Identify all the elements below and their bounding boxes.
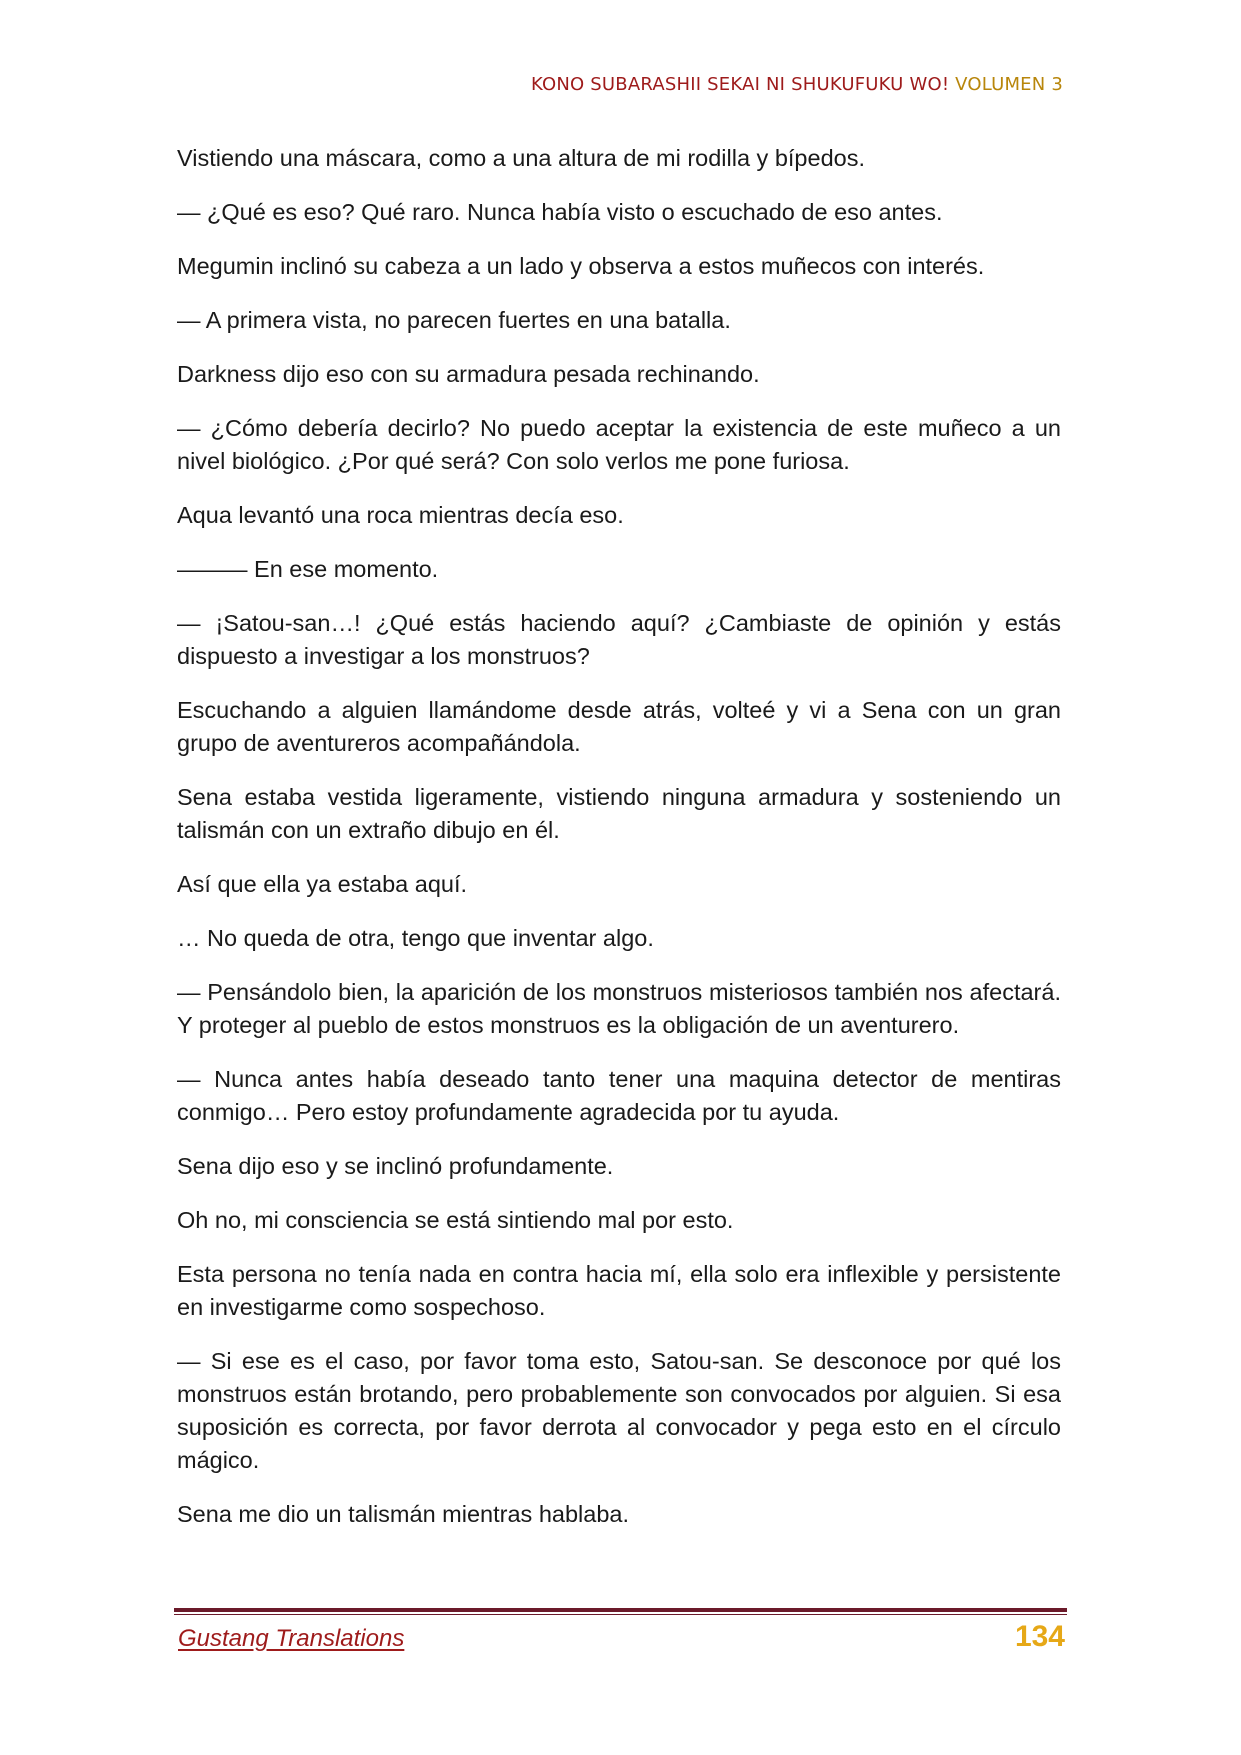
paragraph: Sena me dio un talismán mientras hablaba. <box>177 1501 629 1527</box>
header-volume-label: VOLUMEN 3 <box>955 74 1063 95</box>
page-body <box>177 142 1061 1552</box>
footer-divider-thick <box>174 1608 1067 1612</box>
paragraph: Aqua levantó una roca mientras decía eso. <box>177 502 624 528</box>
paragraph: — ¡Satou-san…! ¿Qué estás haciendo aquí? ¿Cambiaste de opinión y estás dispuesto a investigar a los monstruos? <box>177 610 1061 669</box>
paragraph: Sena estaba vestida ligeramente, vistiendo ninguna armadura y sosteniendo un talismán con un extraño dibujo en él. <box>177 784 1061 843</box>
footer-divider <box>174 1608 1067 1617</box>
header-series-title: KONO SUBARASHII SEKAI NI SHUKUFUKU WO! <box>530 74 950 95</box>
paragraph: — ¿Cómo debería decirlo? No puedo aceptar la existencia de este muñeco a un nivel biológico. ¿Por qué será? Con solo verlos me pone furiosa. <box>177 415 1061 474</box>
page-number: 134 <box>1014 1620 1065 1653</box>
paragraph: — Nunca antes había deseado tanto tener una maquina detector de mentiras conmigo… Pero estoy profundamente agradecida por tu ayuda. <box>177 1066 1061 1125</box>
footer-divider-thin <box>174 1614 1067 1615</box>
running-header <box>531 74 1063 95</box>
footer-credit: Gustang Translations <box>178 1625 405 1652</box>
paragraph: Darkness dijo eso con su armadura pesada rechinando. <box>177 361 760 387</box>
paragraph: — Si ese es el caso, por favor toma esto, Satou-san. Se desconoce por qué los monstruos están brotando, pero probablemente son convocados por alguien. Si esa suposición es correcta, por favor derrota al convocador y pega esto en el círculo mágico. <box>177 1348 1061 1473</box>
paragraph: Escuchando a alguien llamándome desde atrás, volteé y vi a Sena con un gran grupo de aventureros acompañándola. <box>177 697 1061 756</box>
paragraph: ——— En ese momento. <box>177 556 439 582</box>
paragraph: — ¿Qué es eso? Qué raro. Nunca había visto o escuchado de eso antes. <box>177 199 943 225</box>
paragraph: Megumin inclinó su cabeza a un lado y observa a estos muñecos con interés. <box>177 253 985 279</box>
paragraph: Vistiendo una máscara, como a una altura de mi rodilla y bípedos. <box>177 145 865 171</box>
paragraph: … No queda de otra, tengo que inventar algo. <box>177 925 654 951</box>
paragraph: — A primera vista, no parecen fuertes en una batalla. <box>177 307 731 333</box>
paragraph: Esta persona no tenía nada en contra hacia mí, ella solo era inflexible y persistente en investigarme como sospechoso. <box>177 1261 1061 1320</box>
paragraph: Sena dijo eso y se inclinó profundamente. <box>177 1153 614 1179</box>
paragraph: Así que ella ya estaba aquí. <box>177 871 468 897</box>
paragraph: Oh no, mi consciencia se está sintiendo mal por esto. <box>177 1207 734 1233</box>
paragraph: — Pensándolo bien, la aparición de los monstruos misteriosos también nos afectará. Y proteger al pueblo de estos monstruos es la obligación de un aventurero. <box>177 979 1061 1038</box>
